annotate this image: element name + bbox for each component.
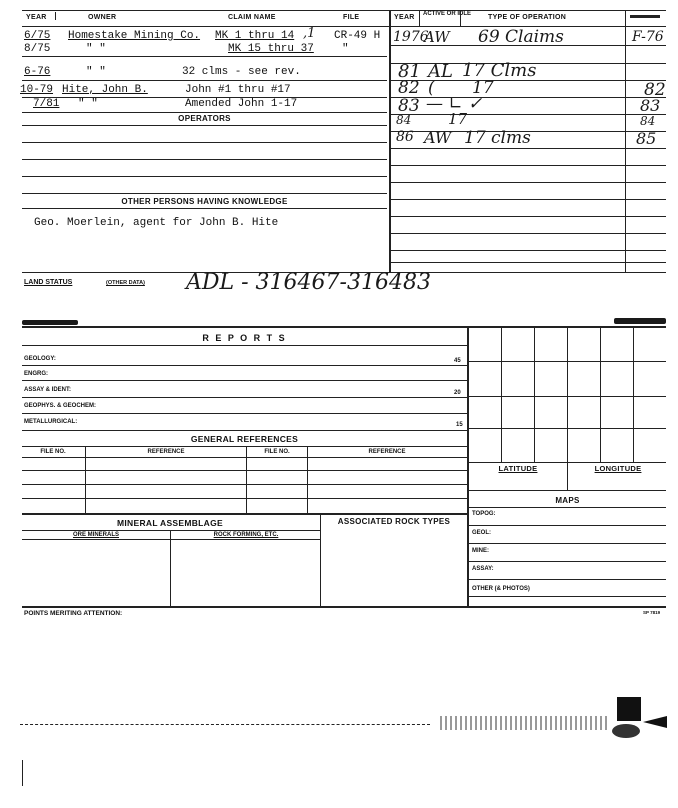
op-row-1-year: 1976 bbox=[393, 29, 429, 45]
handwritten-mark: ,1 bbox=[303, 26, 316, 41]
reports-title: R E P O R T S bbox=[202, 333, 287, 343]
op-row-3-mark: ( bbox=[428, 78, 435, 98]
op-row-1-active: AW bbox=[424, 28, 450, 46]
ref-col-2: REFERENCE bbox=[147, 449, 185, 455]
claim-row-5-owner: " " bbox=[78, 98, 98, 110]
maps-topog: TOPOG: bbox=[472, 511, 496, 517]
claim-row-1-year: 6/75 bbox=[24, 30, 51, 42]
reports-divider bbox=[467, 326, 469, 606]
op-row-3-year: 82 bbox=[398, 78, 420, 98]
land-status-label: LAND STATUS bbox=[24, 279, 73, 286]
op-row-2-active: AL bbox=[428, 61, 453, 82]
op-row-1-type: 69 Claims bbox=[478, 27, 564, 47]
claim-row-3-claim: 32 clms - see rev. bbox=[182, 66, 301, 78]
report-geology: GEOLOGY: bbox=[24, 356, 56, 362]
scan-noise bbox=[440, 716, 610, 730]
struck-header bbox=[630, 15, 660, 18]
scan-artifact-line bbox=[20, 724, 430, 725]
maps-geol: GEOL: bbox=[472, 530, 491, 536]
claim-row-4-owner: Hite, John B. bbox=[62, 84, 148, 96]
op-row-6-year: 86 bbox=[396, 129, 414, 145]
op-row-4-far: 83 bbox=[640, 96, 661, 115]
col-file-header: FILE bbox=[343, 14, 360, 21]
knowledge-title: OTHER PERSONS HAVING KNOWLEDGE bbox=[121, 197, 288, 206]
col-op-year-header: YEAR bbox=[394, 14, 415, 21]
scan-black-square bbox=[617, 697, 641, 721]
maps-title: MAPS bbox=[555, 496, 580, 505]
claim-row-3-year: 6-76 bbox=[24, 66, 51, 78]
knowledge-text: Geo. Moerlein, agent for John B. Hite bbox=[34, 217, 279, 229]
report-metallurgical: METALLURGICAL: bbox=[24, 419, 78, 425]
claim-row-2-year: 8/75 bbox=[24, 43, 51, 55]
claim-row-4-year: 10-79 bbox=[20, 84, 54, 96]
op-row-2-year: 81 bbox=[398, 61, 421, 82]
report-assay-num: 20 bbox=[454, 390, 461, 396]
claim-row-1-owner: Homestake Mining Co. bbox=[68, 30, 201, 42]
op-row-1-far: F-76 bbox=[632, 29, 664, 45]
col-claim-name-header: CLAIM NAME bbox=[228, 14, 276, 21]
maps-assay: ASSAY: bbox=[472, 566, 494, 572]
ref-col-4: REFERENCE bbox=[368, 449, 406, 455]
latitude-label: LATITUDE bbox=[498, 464, 538, 473]
op-row-5-type: 17 bbox=[448, 110, 468, 128]
report-assay: ASSAY & IDENT: bbox=[24, 387, 72, 393]
land-status-value: ADL - 316467-316483 bbox=[186, 270, 431, 295]
op-row-6-active: AW bbox=[424, 128, 452, 147]
longitude-label: LONGITUDE bbox=[594, 464, 642, 473]
maps-other: OTHER (& PHOTOS) bbox=[472, 586, 530, 592]
report-geology-num: 45 bbox=[454, 358, 461, 364]
col-year-header: YEAR bbox=[26, 14, 47, 21]
report-metallurgical-num: 15 bbox=[456, 422, 463, 428]
operators-label: OPERATORS bbox=[178, 114, 231, 123]
op-row-4-year: 83 bbox=[398, 96, 420, 116]
op-row-5-far: 84 bbox=[640, 114, 656, 128]
op-row-2-type: 17 Clms bbox=[462, 60, 537, 81]
op-row-5-year: 84 bbox=[396, 113, 412, 127]
claim-row-3-owner: " " bbox=[86, 66, 106, 78]
report-geophys: GEOPHYS. & GEOCHEM: bbox=[24, 403, 97, 409]
land-status-sub: (OTHER DATA) bbox=[106, 280, 145, 286]
claim-row-4-claim: John #1 thru #17 bbox=[185, 84, 291, 96]
op-row-6-type: 17 clms bbox=[464, 128, 531, 148]
ref-col-1: FILE NO. bbox=[40, 449, 66, 455]
op-row-3-far: 82 bbox=[644, 80, 666, 100]
points-meriting-label: POINTS MERITING ATTENTION: bbox=[24, 610, 123, 617]
claim-row-5-year: 7/81 bbox=[33, 98, 60, 110]
claim-row-2-claim: MK 15 thru 37 bbox=[228, 43, 314, 55]
ref-col-3: FILE NO. bbox=[264, 449, 290, 455]
scan-mark-right bbox=[614, 318, 666, 324]
assoc-rock-types: ASSOCIATED ROCK TYPES bbox=[337, 517, 451, 526]
mineral-title: MINERAL ASSEMBLAGE bbox=[117, 518, 223, 528]
scan-mark-left bbox=[22, 320, 78, 325]
maps-mine: MINE: bbox=[472, 548, 489, 554]
rock-forming-label: ROCK FORMING, ETC. bbox=[213, 532, 279, 538]
claim-row-1-claim: MK 1 thru 14 bbox=[215, 30, 295, 42]
col-owner-header: OWNER bbox=[88, 14, 117, 21]
claim-row-5-claim: Amended John 1-17 bbox=[185, 98, 298, 110]
claim-row-1-file: CR-49 H bbox=[334, 30, 381, 42]
claim-row-2-file: " bbox=[342, 43, 349, 55]
claim-row-2-owner: " " bbox=[86, 43, 106, 55]
general-refs-title: GENERAL REFERENCES bbox=[190, 434, 299, 444]
scan-blob bbox=[612, 724, 640, 738]
report-engrg: ENGRG: bbox=[24, 371, 48, 377]
form-number: SP 7819 bbox=[643, 610, 661, 615]
ore-minerals-label: ORE MINERALS bbox=[72, 532, 119, 538]
op-row-4-mark: — ∟ ✓ bbox=[426, 94, 483, 114]
scan-arrow bbox=[643, 716, 667, 728]
col-type-header: TYPE OF OPERATION bbox=[488, 14, 567, 21]
op-row-6-far: 85 bbox=[636, 129, 657, 148]
header-rule bbox=[22, 26, 666, 27]
op-row-3-type: 17 bbox=[472, 78, 494, 98]
top-rule bbox=[22, 10, 666, 11]
col-active-header: ACTIVE OR IDLE bbox=[423, 11, 472, 17]
